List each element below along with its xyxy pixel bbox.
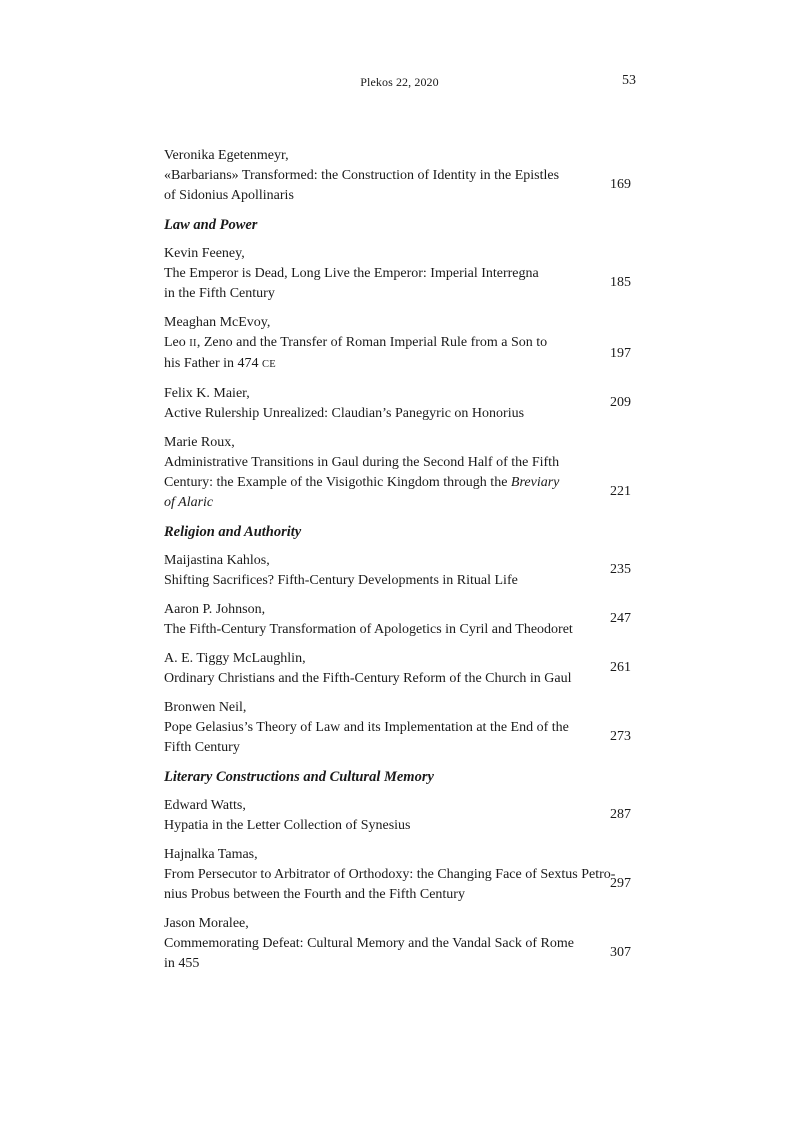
toc-page-number: 221 <box>610 484 631 499</box>
toc-page-number: 209 <box>610 395 631 410</box>
toc-title-text: his Father in 474 <box>164 356 262 371</box>
toc-title-line: Fifth Century <box>164 740 240 755</box>
toc-page-number: 287 <box>610 807 631 822</box>
toc-title-line: of Sidonius Apollinaris <box>164 188 294 203</box>
toc-entry <box>164 146 631 206</box>
toc-title-line: Hypatia in the Letter Collection of Synesius <box>164 818 411 833</box>
section-heading: Religion and Authority <box>164 524 302 540</box>
toc-author: Marie Roux, <box>164 435 235 450</box>
toc-page-number: 185 <box>610 275 631 290</box>
toc-title-line: nius Probus between the Fourth and the Fifth Century <box>164 887 465 902</box>
toc-title-line <box>164 354 591 375</box>
toc-title-line: Commemorating Defeat: Cultural Memory and the Vandal Sack of Rome <box>164 936 574 951</box>
toc-page-number: 169 <box>610 177 631 192</box>
page-number: 53 <box>622 73 636 88</box>
toc-page-number: 273 <box>610 729 631 744</box>
toc-entry <box>164 914 631 974</box>
toc-author: Bronwen Neil, <box>164 700 247 715</box>
toc-title-line: of Alaric <box>164 495 214 510</box>
toc-author: Hajnalka Tamas, <box>164 847 258 862</box>
toc-entry <box>164 433 631 513</box>
toc-author: Veronika Egetenmeyr, <box>164 148 289 163</box>
toc-title-line: The Emperor is Dead, Long Live the Emperor: Imperial Interregna <box>164 266 539 281</box>
toc-title-text: , Zeno and the Transfer of Roman Imperial Rule from a Son to <box>196 335 548 350</box>
toc-title-text: Century: the Example of the Visigothic Kingdom through the <box>164 475 511 490</box>
toc-title-line: The Fifth-Century Transformation of Apologetics in Cyril and Theodoret <box>164 622 573 637</box>
italic-title-text: Breviary <box>510 475 560 490</box>
toc-title-line: Pope Gelasius’s Theory of Law and its Implementation at the End of the <box>164 720 569 735</box>
toc-entry <box>164 384 631 424</box>
toc-author: Edward Watts, <box>164 798 246 813</box>
toc-entry <box>164 600 631 640</box>
toc-title-line <box>164 333 591 354</box>
toc-author: Jason Moralee, <box>164 916 249 931</box>
toc-entry <box>164 845 631 905</box>
toc-author: Felix K. Maier, <box>164 386 250 401</box>
toc-author: A. E. Tiggy McLaughlin, <box>164 651 306 666</box>
section-heading: Law and Power <box>164 217 258 233</box>
toc-title-line: «Barbarians» Transformed: the Construction of Identity in the Epistles <box>164 168 560 183</box>
toc-title-text: Leo <box>164 335 190 350</box>
toc-title-line <box>164 473 591 493</box>
toc-title-line: Ordinary Christians and the Fifth-Century Reform of the Church in Gaul <box>164 671 572 686</box>
table-of-contents <box>164 146 631 983</box>
toc-page-number: 197 <box>610 346 631 361</box>
toc-title-line: Administrative Transitions in Gaul during the Second Half of the Fifth <box>164 455 560 470</box>
section-heading: Literary Constructions and Cultural Memory <box>164 769 434 785</box>
toc-title-line: Active Rulership Unrealized: Claudian’s Panegyric on Honorius <box>164 406 525 421</box>
toc-title-line: From Persecutor to Arbitrator of Orthodoxy: the Changing Face of Sextus Petro- <box>164 867 616 882</box>
toc-entry <box>164 313 631 375</box>
toc-entry <box>164 698 631 758</box>
toc-entry <box>164 649 631 689</box>
toc-entry <box>164 796 631 836</box>
small-caps-text: CE <box>262 359 277 370</box>
toc-page-number: 235 <box>610 562 631 577</box>
toc-title-line: in 455 <box>164 956 200 971</box>
toc-author: Meaghan McEvoy, <box>164 315 271 330</box>
toc-author: Kevin Feeney, <box>164 246 245 261</box>
toc-page-number: 297 <box>610 876 631 891</box>
toc-page-number: 307 <box>610 945 631 960</box>
running-header-journal: Plekos 22, 2020 <box>360 75 439 89</box>
toc-entry <box>164 551 631 591</box>
small-caps-text: II <box>189 338 197 349</box>
toc-title-line: in the Fifth Century <box>164 286 275 301</box>
toc-page-number: 247 <box>610 611 631 626</box>
toc-page-number: 261 <box>610 660 631 675</box>
toc-author: Aaron P. Johnson, <box>164 602 266 617</box>
toc-title-line: Shifting Sacrifices? Fifth-Century Developments in Ritual Life <box>164 573 518 588</box>
toc-author: Maijastina Kahlos, <box>164 553 270 568</box>
toc-entry <box>164 244 631 304</box>
